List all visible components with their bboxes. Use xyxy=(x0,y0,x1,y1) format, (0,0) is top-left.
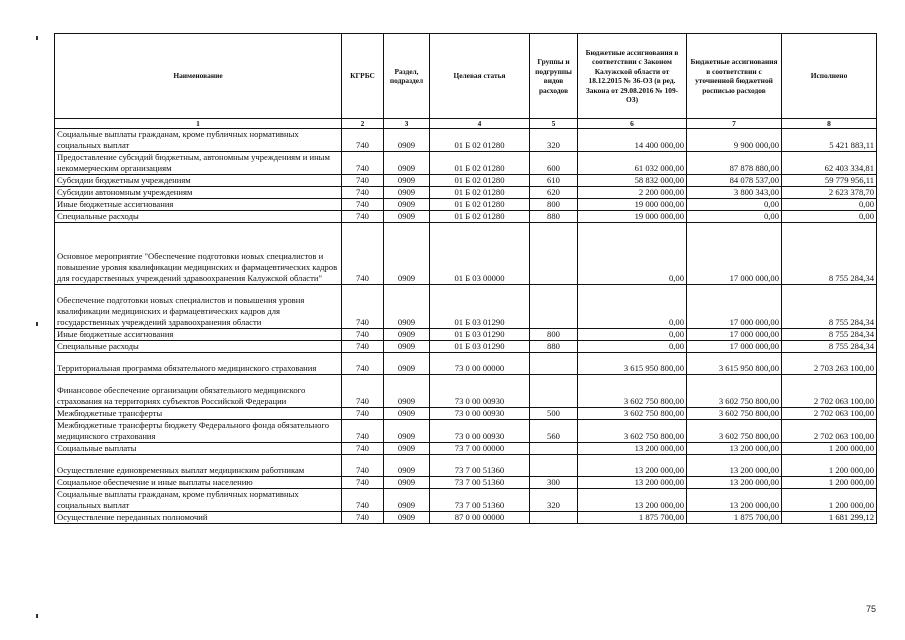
table-cell-kgrbs: 740 xyxy=(342,420,384,443)
table-cell-law: 2 200 000,00 xyxy=(578,187,687,199)
table-cell-section: 0909 xyxy=(384,341,430,353)
table-cell-target: 01 Б 03 01290 xyxy=(430,329,530,341)
table-cell-target: 01 Б 03 01290 xyxy=(430,341,530,353)
table-cell-name: Социальные выплаты гражданам, кроме публичных нормативных социальных выплат xyxy=(55,129,342,152)
table-row xyxy=(55,329,877,341)
column-number-row xyxy=(55,119,877,129)
table-cell-section: 0909 xyxy=(384,175,430,187)
table-cell-section: 0909 xyxy=(384,211,430,223)
table-row xyxy=(55,223,877,285)
table-cell-name: Субсидии автономным учреждениям xyxy=(55,187,342,199)
table-cell-budget: 9 900 000,00 xyxy=(687,129,782,152)
table-cell-kgrbs: 740 xyxy=(342,353,384,375)
table-cell-group: 560 xyxy=(530,420,578,443)
table-cell-budget: 3 800 343,00 xyxy=(687,187,782,199)
table-cell-law: 3 602 750 800,00 xyxy=(578,420,687,443)
table-cell-name: Социальное обеспечение и иные выплаты населению xyxy=(55,477,342,489)
table-row xyxy=(55,187,877,199)
table-cell-kgrbs: 740 xyxy=(342,443,384,455)
table-cell-section: 0909 xyxy=(384,477,430,489)
table-cell-group xyxy=(530,512,578,524)
table-cell-target: 73 7 00 51360 xyxy=(430,455,530,477)
table-cell-budget: 87 878 880,00 xyxy=(687,152,782,175)
table-cell-executed: 62 403 334,81 xyxy=(782,152,877,175)
header-group: Группы и подгруппы видов расходов xyxy=(530,34,578,119)
table-row xyxy=(55,408,877,420)
table-cell-target: 01 Б 02 01280 xyxy=(430,211,530,223)
table-cell-kgrbs: 740 xyxy=(342,329,384,341)
table-cell-kgrbs: 740 xyxy=(342,211,384,223)
header-section: Раздел, подраздел xyxy=(384,34,430,119)
table-cell-name: Межбюджетные трансферты бюджету Федерального фонда обязательного медицинского страхования xyxy=(55,420,342,443)
table-cell-name: Осуществление единовременных выплат медицинским работникам xyxy=(55,455,342,477)
table-row xyxy=(55,211,877,223)
table-row xyxy=(55,199,877,211)
table-cell-executed: 1 200 000,00 xyxy=(782,455,877,477)
table-cell-target: 73 7 00 51360 xyxy=(430,489,530,512)
header-row xyxy=(55,34,877,119)
table-cell-executed: 1 200 000,00 xyxy=(782,477,877,489)
table-cell-kgrbs: 740 xyxy=(342,512,384,524)
table-cell-target: 73 0 00 00930 xyxy=(430,420,530,443)
table-cell-budget: 3 602 750 800,00 xyxy=(687,375,782,408)
table-cell-law: 0,00 xyxy=(578,285,687,329)
table-cell-section: 0909 xyxy=(384,443,430,455)
margin-mark xyxy=(36,614,38,618)
table-cell-group: 500 xyxy=(530,408,578,420)
table-cell-name: Специальные расходы xyxy=(55,341,342,353)
table-cell-target: 73 0 00 00930 xyxy=(430,375,530,408)
table-cell-law: 13 200 000,00 xyxy=(578,477,687,489)
header-executed: Исполнено xyxy=(782,34,877,119)
table-cell-section: 0909 xyxy=(384,223,430,285)
column-number: 4 xyxy=(430,119,530,129)
table-cell-kgrbs: 740 xyxy=(342,152,384,175)
table-cell-executed: 2 702 063 100,00 xyxy=(782,408,877,420)
header-name: Наименование xyxy=(55,34,342,119)
table-cell-section: 0909 xyxy=(384,285,430,329)
table-row xyxy=(55,375,877,408)
table-cell-law: 14 400 000,00 xyxy=(578,129,687,152)
table-cell-name: Субсидии бюджетным учреждениям xyxy=(55,175,342,187)
table-row xyxy=(55,420,877,443)
table-row xyxy=(55,353,877,375)
table-cell-executed: 8 755 284,34 xyxy=(782,329,877,341)
table-cell-executed: 2 702 063 100,00 xyxy=(782,420,877,443)
table-cell-budget: 13 200 000,00 xyxy=(687,489,782,512)
table-cell-kgrbs: 740 xyxy=(342,341,384,353)
table-cell-law: 3 602 750 800,00 xyxy=(578,408,687,420)
table-cell-group xyxy=(530,443,578,455)
margin-mark xyxy=(36,322,38,326)
table-row xyxy=(55,175,877,187)
table-cell-budget: 17 000 000,00 xyxy=(687,329,782,341)
table-cell-name: Основное мероприятие "Обеспечение подготовки новых специалистов и повышение уровня квалификации медицинских и фармацевтических кадров для государственных учреждений здравоохранения Калужской области" xyxy=(55,223,342,285)
table-cell-group: 610 xyxy=(530,175,578,187)
table-cell-target: 01 Б 02 01280 xyxy=(430,129,530,152)
header-budget: Бюджетные ассигнования в соответствии с уточненной бюджетной росписью расходов xyxy=(687,34,782,119)
table-cell-group: 320 xyxy=(530,129,578,152)
column-number: 7 xyxy=(687,119,782,129)
table-cell-kgrbs: 740 xyxy=(342,175,384,187)
table-cell-name: Специальные расходы xyxy=(55,211,342,223)
table-cell-kgrbs: 740 xyxy=(342,455,384,477)
table-cell-target: 01 Б 02 01280 xyxy=(430,199,530,211)
column-number: 8 xyxy=(782,119,877,129)
table-cell-group: 880 xyxy=(530,341,578,353)
margin-mark xyxy=(36,36,38,40)
table-cell-target: 01 Б 02 01280 xyxy=(430,152,530,175)
column-number: 6 xyxy=(578,119,687,129)
table-cell-budget: 17 000 000,00 xyxy=(687,341,782,353)
table-cell-section: 0909 xyxy=(384,408,430,420)
table-row xyxy=(55,455,877,477)
table-cell-section: 0909 xyxy=(384,420,430,443)
table-cell-law: 13 200 000,00 xyxy=(578,489,687,512)
table-cell-group: 300 xyxy=(530,477,578,489)
table-cell-kgrbs: 740 xyxy=(342,187,384,199)
table-cell-group: 600 xyxy=(530,152,578,175)
table-cell-kgrbs: 740 xyxy=(342,408,384,420)
table-cell-name: Осуществление переданных полномочий xyxy=(55,512,342,524)
table-cell-target: 73 0 00 00930 xyxy=(430,408,530,420)
table-cell-law: 0,00 xyxy=(578,223,687,285)
table-cell-budget: 13 200 000,00 xyxy=(687,443,782,455)
table-cell-law: 13 200 000,00 xyxy=(578,455,687,477)
table-cell-budget: 1 875 700,00 xyxy=(687,512,782,524)
table-cell-target: 01 Б 02 01280 xyxy=(430,187,530,199)
column-number: 1 xyxy=(55,119,342,129)
table-cell-executed: 5 421 883,11 xyxy=(782,129,877,152)
table-cell-name: Иные бюджетные ассигнования xyxy=(55,199,342,211)
table-cell-executed: 8 755 284,34 xyxy=(782,341,877,353)
table-row xyxy=(55,285,877,329)
table-cell-section: 0909 xyxy=(384,199,430,211)
header-target: Целевая статья xyxy=(430,34,530,119)
table-cell-section: 0909 xyxy=(384,375,430,408)
table-row xyxy=(55,489,877,512)
table-cell-name: Социальные выплаты xyxy=(55,443,342,455)
table-cell-section: 0909 xyxy=(384,129,430,152)
table-cell-section: 0909 xyxy=(384,187,430,199)
table-cell-law: 13 200 000,00 xyxy=(578,443,687,455)
table-cell-executed: 2 702 063 100,00 xyxy=(782,375,877,408)
table-cell-executed: 2 703 263 100,00 xyxy=(782,353,877,375)
table-cell-section: 0909 xyxy=(384,455,430,477)
table-cell-law: 3 602 750 800,00 xyxy=(578,375,687,408)
table-cell-section: 0909 xyxy=(384,152,430,175)
table-cell-group xyxy=(530,455,578,477)
table-cell-target: 01 Б 02 01280 xyxy=(430,175,530,187)
table-row xyxy=(55,443,877,455)
column-number: 3 xyxy=(384,119,430,129)
table-cell-name: Межбюджетные трансферты xyxy=(55,408,342,420)
table-cell-kgrbs: 740 xyxy=(342,375,384,408)
table-cell-law: 1 875 700,00 xyxy=(578,512,687,524)
table-cell-executed: 59 779 956,11 xyxy=(782,175,877,187)
column-number: 2 xyxy=(342,119,384,129)
table-cell-kgrbs: 740 xyxy=(342,223,384,285)
column-number: 5 xyxy=(530,119,578,129)
table-cell-law: 0,00 xyxy=(578,341,687,353)
table-cell-executed: 1 200 000,00 xyxy=(782,489,877,512)
table-cell-group: 880 xyxy=(530,211,578,223)
table-cell-target: 87 0 00 00000 xyxy=(430,512,530,524)
table-cell-budget: 0,00 xyxy=(687,199,782,211)
table-cell-name: Предоставление субсидий бюджетным, автономным учреждениям и иным некоммерческим организациям xyxy=(55,152,342,175)
table-row xyxy=(55,129,877,152)
table-cell-target: 73 7 00 51360 xyxy=(430,477,530,489)
table-cell-budget: 13 200 000,00 xyxy=(687,477,782,489)
table-body xyxy=(55,129,877,524)
table-cell-law: 0,00 xyxy=(578,329,687,341)
table-cell-budget: 3 602 750 800,00 xyxy=(687,420,782,443)
table-cell-law: 61 032 000,00 xyxy=(578,152,687,175)
table-cell-budget: 17 000 000,00 xyxy=(687,223,782,285)
table-cell-target: 73 0 00 00000 xyxy=(430,353,530,375)
table-cell-group xyxy=(530,285,578,329)
header-law: Бюджетные ассигнования в соответствии с Законом Калужской области от 18.12.2015 № 36-ОЗ (в ред. Закона от 29.08.2016 № 109-ОЗ) xyxy=(578,34,687,119)
table-cell-group xyxy=(530,375,578,408)
table-cell-budget: 3 602 750 800,00 xyxy=(687,408,782,420)
table-row xyxy=(55,477,877,489)
table-cell-law: 19 000 000,00 xyxy=(578,211,687,223)
table-cell-target: 01 Б 03 00000 xyxy=(430,223,530,285)
table-cell-group xyxy=(530,353,578,375)
table-cell-group xyxy=(530,223,578,285)
table-cell-kgrbs: 740 xyxy=(342,129,384,152)
table-row xyxy=(55,152,877,175)
table-cell-executed: 0,00 xyxy=(782,211,877,223)
table-cell-section: 0909 xyxy=(384,353,430,375)
table-cell-executed: 1 200 000,00 xyxy=(782,443,877,455)
table-cell-name: Территориальная программа обязательного медицинского страхования xyxy=(55,353,342,375)
budget-table xyxy=(54,33,877,524)
table-cell-target: 01 Б 03 01290 xyxy=(430,285,530,329)
table-cell-executed: 8 755 284,34 xyxy=(782,223,877,285)
table-cell-budget: 0,00 xyxy=(687,211,782,223)
table-cell-budget: 84 078 537,00 xyxy=(687,175,782,187)
table-cell-group: 320 xyxy=(530,489,578,512)
table-cell-budget: 13 200 000,00 xyxy=(687,455,782,477)
page-number: 75 xyxy=(866,604,877,614)
table-cell-kgrbs: 740 xyxy=(342,199,384,211)
table-cell-executed: 8 755 284,34 xyxy=(782,285,877,329)
table-cell-kgrbs: 740 xyxy=(342,477,384,489)
table-cell-name: Обеспечение подготовки новых специалистов и повышения уровня квалификации медицинских и фармацевтических кадров для государственных учреждений здравоохранения области xyxy=(55,285,342,329)
table-cell-group: 620 xyxy=(530,187,578,199)
table-cell-kgrbs: 740 xyxy=(342,489,384,512)
table-row xyxy=(55,341,877,353)
table-cell-target: 73 7 00 00000 xyxy=(430,443,530,455)
table-cell-executed: 0,00 xyxy=(782,199,877,211)
table-cell-group: 800 xyxy=(530,199,578,211)
table-cell-budget: 3 615 950 800,00 xyxy=(687,353,782,375)
table-cell-section: 0909 xyxy=(384,489,430,512)
table-cell-law: 19 000 000,00 xyxy=(578,199,687,211)
table-cell-group: 800 xyxy=(530,329,578,341)
table-cell-executed: 2 623 378,70 xyxy=(782,187,877,199)
table-row xyxy=(55,512,877,524)
table-cell-executed: 1 681 299,12 xyxy=(782,512,877,524)
header-kgrbs: КГРБС xyxy=(342,34,384,119)
table-cell-budget: 17 000 000,00 xyxy=(687,285,782,329)
table-cell-name: Социальные выплаты гражданам, кроме публичных нормативных социальных выплат xyxy=(55,489,342,512)
table-cell-section: 0909 xyxy=(384,329,430,341)
table-cell-name: Иные бюджетные ассигнования xyxy=(55,329,342,341)
table-cell-name: Финансовое обеспечение организации обязательного медицинского страхования на территориях субъектов Российской Федерации xyxy=(55,375,342,408)
table-cell-kgrbs: 740 xyxy=(342,285,384,329)
table-cell-section: 0909 xyxy=(384,512,430,524)
table-cell-law: 58 832 000,00 xyxy=(578,175,687,187)
table-cell-law: 3 615 950 800,00 xyxy=(578,353,687,375)
